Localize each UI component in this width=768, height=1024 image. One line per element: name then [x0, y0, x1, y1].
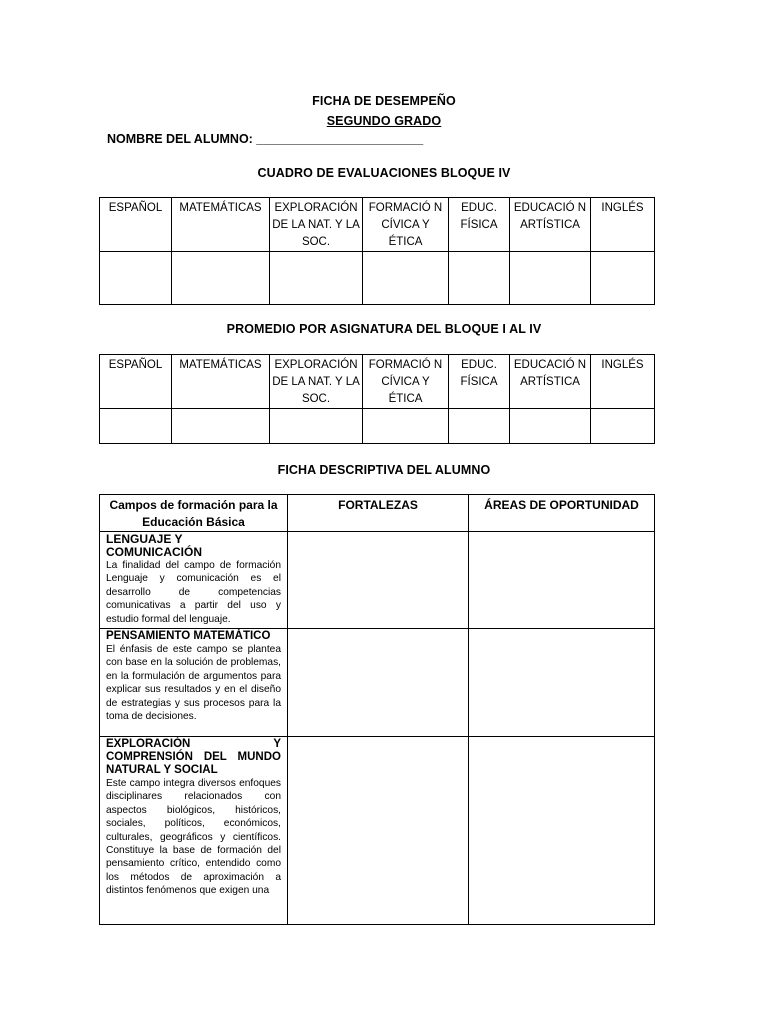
grade-cell-ingles[interactable]	[591, 252, 655, 305]
grade-cell-matematicas[interactable]	[172, 252, 270, 305]
avg-col-header-exploracion: EXPLORACIÓN DE LA NAT. Y LA SOC.	[270, 355, 363, 409]
fortalezas-cell-lenguaje[interactable]	[288, 532, 469, 629]
grade-subtitle: SEGUNDO GRADO	[326, 114, 442, 128]
col-header-matematicas: MATEMÁTICAS	[172, 198, 270, 252]
avg-col-header-ingles: INGLÉS	[591, 355, 655, 409]
col-header-espanol: ESPAÑOL	[100, 198, 172, 252]
field-cell-exploracion	[100, 737, 288, 925]
avg-cell-formacion-civica[interactable]	[363, 409, 449, 444]
field-row-lenguaje	[100, 532, 655, 629]
descriptive-table	[99, 494, 655, 925]
field-description: El énfasis de este campo se plantea con base en la solución de problemas, en la formulación de argumentos para explicar sus resultados y en el diseño de estrategias y sus procesos para la toma de decisiones.	[106, 644, 281, 723]
grade-cell-formacion-civica[interactable]	[363, 252, 449, 305]
oportunidad-cell-exploracion[interactable]	[469, 737, 655, 925]
oportunidad-cell-lenguaje[interactable]	[469, 532, 655, 629]
avg-col-header-formacion-civica: FORMACIÓ N CÍVICA Y ÉTICA	[363, 355, 449, 409]
field-description: La finalidad del campo de formación Lenguaje y comunicación es el desarrollo de competencias comunicativas a partir del uso y estudio formal del lenguaje.	[106, 560, 281, 625]
avg-cell-ingles[interactable]	[591, 409, 655, 444]
field-title: EXPLORACIÓN Y COMPRENSIÓN DEL MUNDO NATURAL Y SOCIAL	[106, 738, 281, 776]
field-title: PENSAMIENTO MATEMÁTICO	[106, 630, 271, 642]
averages-grade-row	[100, 409, 655, 444]
avg-col-header-matematicas: MATEMÁTICAS	[172, 355, 270, 409]
grade-cell-educ-fisica[interactable]	[449, 252, 510, 305]
oportunidad-cell-pensamiento[interactable]	[469, 629, 655, 737]
fortalezas-cell-exploracion[interactable]	[288, 737, 469, 925]
avg-cell-educ-fisica[interactable]	[449, 409, 510, 444]
avg-cell-educ-artistica[interactable]	[510, 409, 591, 444]
header-areas-oportunidad: ÁREAS DE OPORTUNIDAD	[469, 495, 655, 532]
section1-title: CUADRO DE EVALUACIONES BLOQUE IV	[257, 166, 511, 180]
avg-col-header-espanol: ESPAÑOL	[100, 355, 172, 409]
col-header-educ-fisica: EDUC. FÍSICA	[449, 198, 510, 252]
section2-title: PROMEDIO POR ASIGNATURA DEL BLOQUE I AL IV	[226, 322, 542, 336]
student-name-line: NOMBRE DEL ALUMNO: ________________________	[107, 132, 424, 146]
field-cell-pensamiento	[100, 629, 288, 737]
col-header-exploracion: EXPLORACIÓN DE LA NAT. Y LA SOC.	[270, 198, 363, 252]
fortalezas-cell-pensamiento[interactable]	[288, 629, 469, 737]
col-header-educ-artistica: EDUCACIÓ N ARTÍSTICA	[510, 198, 591, 252]
avg-cell-exploracion[interactable]	[270, 409, 363, 444]
averages-table	[99, 354, 655, 444]
grade-cell-espanol[interactable]	[100, 252, 172, 305]
avg-col-header-educ-artistica: EDUCACIÓ N ARTÍSTICA	[510, 355, 591, 409]
grade-cell-exploracion[interactable]	[270, 252, 363, 305]
document-title: FICHA DE DESEMPEÑO	[312, 94, 456, 108]
descriptive-header-row	[100, 495, 655, 532]
avg-cell-espanol[interactable]	[100, 409, 172, 444]
avg-cell-matematicas[interactable]	[172, 409, 270, 444]
field-row-exploracion	[100, 737, 655, 925]
field-title: LENGUAJE Y COMUNICACIÓN	[106, 532, 202, 559]
section3-title: FICHA DESCRIPTIVA DEL ALUMNO	[277, 463, 491, 477]
field-row-pensamiento	[100, 629, 655, 737]
averages-header-row	[100, 355, 655, 409]
evaluations-table	[99, 197, 655, 305]
field-description: Este campo integra diversos enfoques disciplinares relacionados con aspectos biológicos, históricos, sociales, políticos, económicos, culturales, geográficos y científicos. Constituye la base de formación del pensamiento crítico, entendido como los métodos de aproximación a distintos fenómenos que exigen una	[106, 778, 281, 897]
avg-col-header-educ-fisica: EDUC. FÍSICA	[449, 355, 510, 409]
header-fortalezas: FORTALEZAS	[288, 495, 469, 532]
col-header-formacion-civica: FORMACIÓ N CÍVICA Y ÉTICA	[363, 198, 449, 252]
evaluations-header-row	[100, 198, 655, 252]
field-cell-lenguaje	[100, 532, 288, 629]
col-header-ingles: INGLÉS	[591, 198, 655, 252]
grade-cell-educ-artistica[interactable]	[510, 252, 591, 305]
header-campos-formacion: Campos de formación para la Educación Básica	[100, 495, 288, 532]
evaluations-grade-row	[100, 252, 655, 305]
